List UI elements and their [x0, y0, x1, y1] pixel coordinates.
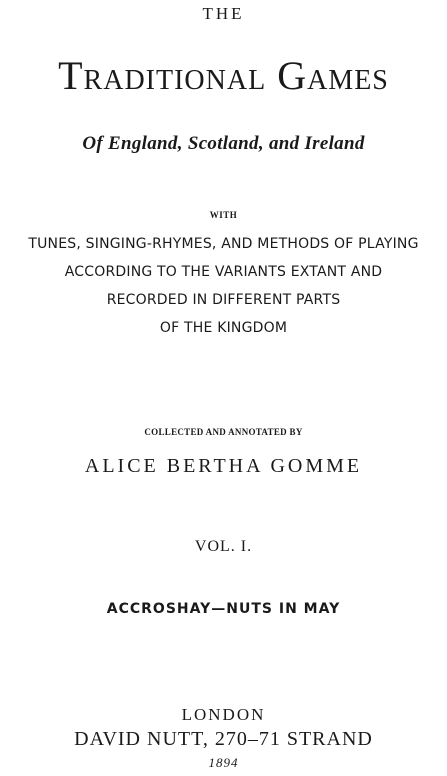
- with-label: WITH: [209, 210, 238, 220]
- description-line-1: TUNES, SINGING-RHYMES, AND METHODS OF PLAYING: [28, 236, 419, 252]
- volume-contents: ACCROSHAY—NUTS IN MAY: [106, 601, 341, 617]
- subtitle: Of England, Scotland, and Ireland: [82, 133, 365, 154]
- main-title: Traditional Games: [58, 53, 389, 98]
- description-line-4: OF THE KINGDOM: [159, 320, 288, 336]
- description-line-2: ACCORDING TO THE VARIANTS EXTANT AND: [64, 264, 383, 280]
- title-article: THE: [202, 4, 245, 23]
- collected-by-label: COLLECTED AND ANNOTATED BY: [144, 427, 303, 437]
- imprint-year: 1894: [208, 755, 239, 770]
- description-line-3: RECORDED IN DIFFERENT PARTS: [106, 292, 341, 308]
- author-name: ALICE BERTHA GOMME: [84, 455, 363, 477]
- imprint-publisher: DAVID NUTT, 270–71 STRAND: [74, 728, 373, 750]
- imprint-city: LONDON: [181, 705, 266, 724]
- volume-number: VOL. I.: [194, 538, 253, 555]
